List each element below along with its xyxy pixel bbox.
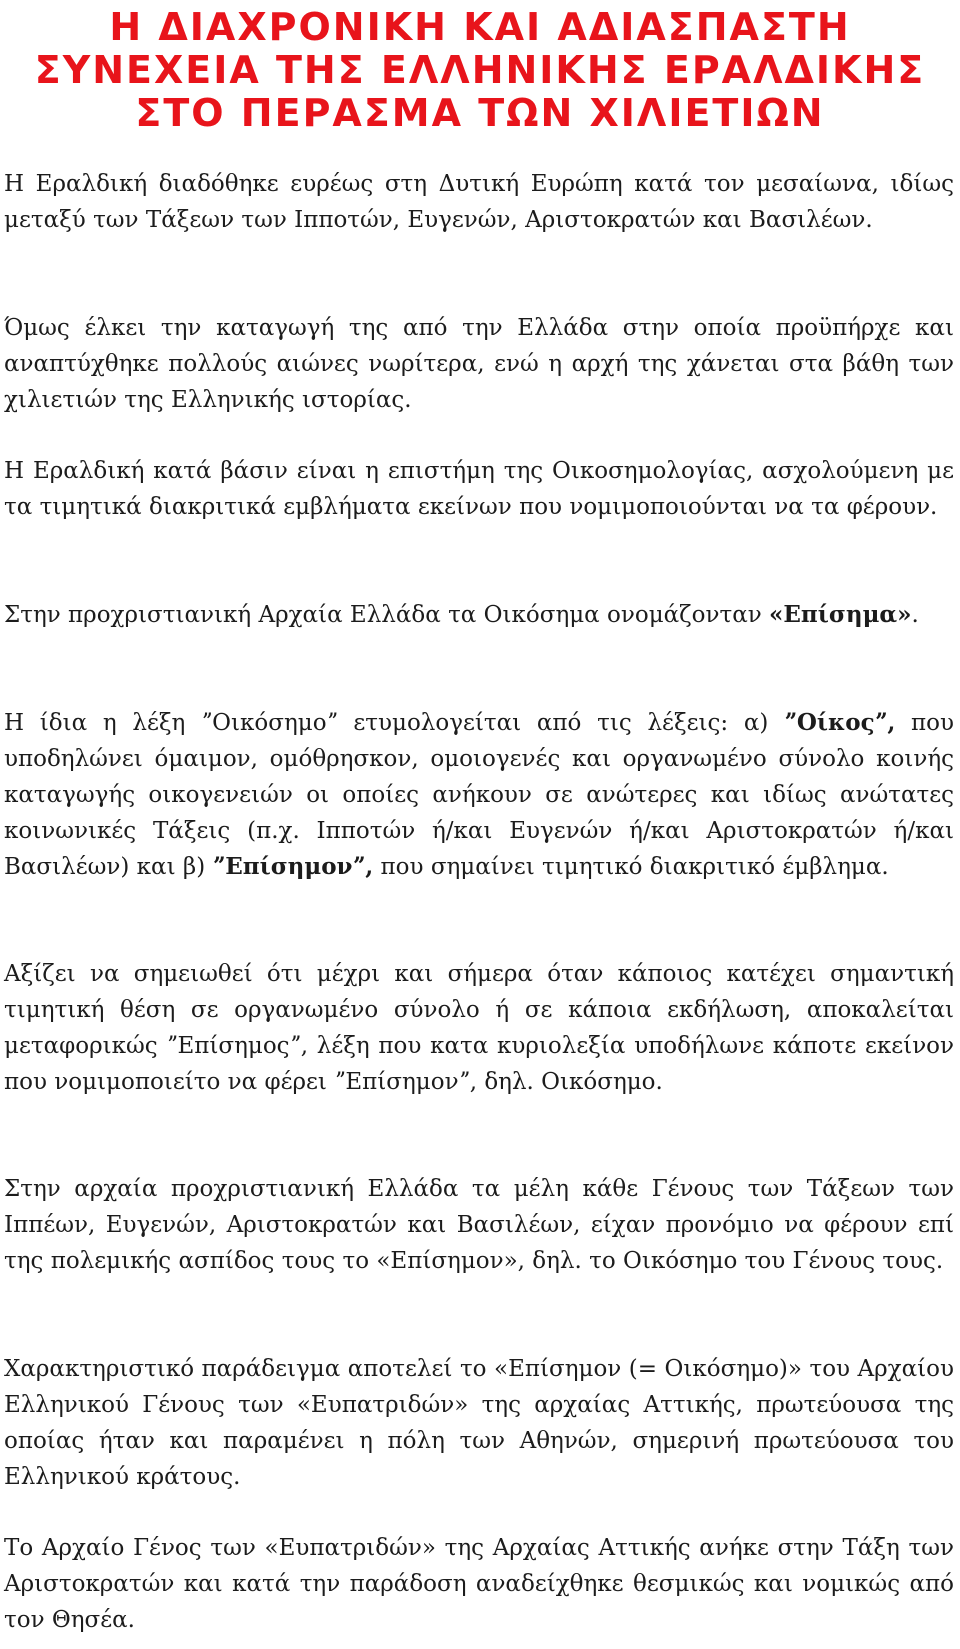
paragraph-5-text-c: που υποδηλώνει όμαιμον, ομόθρησκον, ομοιογενές και οργανωμένο σύνολο κοινής καταγωγής οικογενειών οι οποίες ανήκουν σε ανώτερες και ιδίως ανώτατες κοινωνικές Τάξεις (π.χ. Ιπποτών ή/και Ευγενών ή/και Αριστοκρατών ή/και Βασιλέων) και β) — [4, 710, 955, 880]
page-title — [0, 6, 960, 135]
title-line-3: ΣΤΟ ΠΕΡΑΣΜΑ ΤΩΝ ΧΙΛΙΕΤΙΩΝ — [135, 91, 825, 135]
paragraph-5 — [4, 705, 954, 885]
paragraph-7: Στην αρχαία προχριστιανική Ελλάδα τα μέλη κάθε Γένους των Τάξεων των Ιππέων, Ευγενών, Αριστοκρατών και Βασιλέων, είχαν προνόμιο να φέρουν επί της πολεμικής ασπίδος τους το «Επίσημον», δηλ. το Οικόσημο του Γένους τους. — [4, 1176, 954, 1274]
paragraph-1: Η Εραλδική διαδόθηκε ευρέως στη Δυτική Ευρώπη κατά τον μεσαίωνα, ιδίως μεταξύ των Τάξεων των Ιπποτών, Ευγενών, Αριστοκρατών και Βασιλέων. — [4, 171, 954, 233]
paragraph-3: Η Εραλδική κατά βάσιν είναι η επιστήμη της Οικοσημολογίας, ασχολούμενη με τα τιμητικά διακριτικά εμβλήματα εκείνων που νομιμοποιούνται να τα φέρουν. — [4, 458, 954, 520]
paragraph-8: Χαρακτηριστικό παράδειγμα αποτελεί το «Επίσημον (= Οικόσημο)» του Αρχαίου Ελληνικού Γένους των «Ευπατριδών» της αρχαίας Αττικής, πρωτεύουσα της οποίας ήταν και παραμένει η πόλη των Αθηνών, σημερινή πρωτεύουσα του Ελληνικού κράτους. — [4, 1356, 954, 1490]
paragraph-4-end: . — [911, 602, 919, 628]
title-line-1: Η ΔΙΑΧΡΟΝΙΚΗ ΚΑΙ ΑΔΙΑΣΠΑΣΤΗ — [109, 5, 851, 49]
paragraph-4-text: Στην προχριστιανική Αρχαία Ελλάδα τα Οικόσημα ονομάζονταν — [4, 602, 770, 628]
paragraph-6: Αξίζει να σημειωθεί ότι μέχρι και σήμερα όταν κάποιος κατέχει σημαντική τιμητική θέση σε οργανωμένο σύνολο ή σε κάποια εκδήλωση, αποκαλείται μεταφορικώς ˮΕπίσημοςˮ, λέξη που κατα κυριολεξία υποδήλωνε κάποτε εκείνον που νομιμοποιείτο να φέρει ˮΕπίσημονˮ, δηλ. Οικόσημο. — [4, 961, 954, 1095]
paragraph-9: Το Αρχαίο Γένος των «Ευπατριδών» της Αρχαίας Αττικής ανήκε στην Τάξη των Αριστοκρατών και κατά την παράδοση αναδείχθηκε θεσμικώς και νομικώς από τον Θησέα. — [4, 1535, 954, 1633]
paragraph-2: Όμως έλκει την καταγωγή της από την Ελλάδα στην οποία προϋπήρχε και αναπτύχθηκε πολλούς αιώνες νωρίτερα, ενώ η αρχή της χάνεται στα βάθη των χιλιετιών της Ελληνικής ιστορίας. — [4, 315, 954, 413]
paragraph-5-emphasis-episimon: ˮΕπίσημονˮ, — [212, 853, 374, 880]
paragraph-5-text-e: που σημαίνει τιμητικό διακριτικό έμβλημα. — [373, 854, 889, 880]
paragraph-5-emphasis-oikos: ˮΟίκοςˮ, — [784, 709, 896, 736]
paragraph-4-emphasis: «Επίσημα» — [769, 601, 912, 628]
paragraph-5-text-a: Η ίδια η λέξη ˮΟικόσημοˮ ετυμολογείται από τις λέξεις: α) — [4, 710, 785, 736]
title-line-2: ΣΥΝΕΧΕΙΑ ΤΗΣ ΕΛΛΗΝΙΚΗΣ ΕΡΑΛΔΙΚΗΣ — [34, 48, 926, 92]
paragraph-4 — [4, 597, 954, 633]
